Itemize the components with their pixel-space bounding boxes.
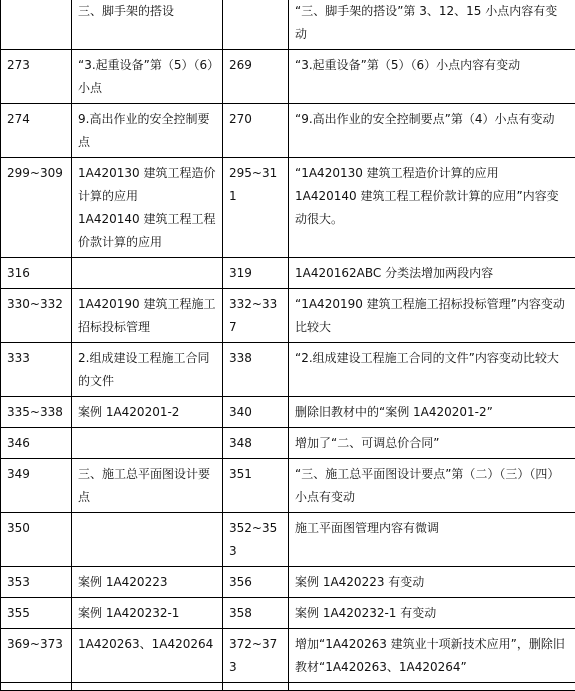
new-page-cell: [223, 513, 289, 567]
new-page-text: 295~311: [229, 166, 277, 203]
old-content-text: 9.高出作业的安全控制要点: [78, 112, 209, 149]
table-row: [1, 343, 575, 397]
old-content-text: 案例 1A420223: [78, 575, 167, 589]
change-description-cell: [289, 459, 575, 513]
new-page-cell: [223, 629, 289, 683]
new-page-text: 270: [229, 112, 252, 126]
table-row: [1, 428, 575, 459]
old-page-text: 335~338: [7, 405, 63, 419]
old-page-text: 330~332: [7, 297, 63, 311]
new-page-cell: [223, 104, 289, 158]
change-description-text: 案例 1A420232-1 有变动: [295, 606, 436, 620]
old-content-cell: [72, 683, 223, 691]
old-page-cell: [1, 683, 72, 691]
old-content-text: 案例 1A420201-2: [78, 405, 179, 419]
change-description-cell: [289, 343, 575, 397]
old-page-text: 316: [7, 266, 30, 280]
old-content-cell: [72, 513, 223, 567]
old-content-text: “3.起重设备”第（5）（6）小点: [78, 58, 213, 95]
table-row: [1, 0, 575, 50]
new-page-text: 372~373: [229, 637, 277, 674]
change-description-text: 增加“1A420263 建筑业十项新技术应用”，删除旧教材“1A420263、1A420264”: [295, 637, 565, 674]
change-description-text: 删除旧教材中的“案例 1A420201-2”: [295, 405, 493, 419]
table-row: [1, 629, 575, 683]
new-page-text: 340: [229, 405, 252, 419]
new-page-cell: [223, 158, 289, 258]
table-row: [1, 459, 575, 513]
change-description-cell: [289, 567, 575, 598]
table-row: [1, 258, 575, 289]
old-page-cell: [1, 50, 72, 104]
new-page-cell: [223, 567, 289, 598]
new-page-cell: [223, 459, 289, 513]
old-page-text: 273: [7, 58, 30, 72]
new-page-cell: [223, 258, 289, 289]
change-description-cell: [289, 104, 575, 158]
change-description-text: 施工平面图管理内容有微调: [295, 521, 439, 535]
old-content-text: 1A420130 建筑工程造价计算的应用 1A420140 建筑工程工程价款计算的应用: [78, 166, 215, 249]
old-content-text: 1A420190 建筑工程施工招标投标管理: [78, 297, 215, 334]
change-description-cell: [289, 258, 575, 289]
table-row: [1, 598, 575, 629]
old-page-text: 333: [7, 351, 30, 365]
old-content-cell: [72, 289, 223, 343]
old-content-text: 2.组成建设工程施工合同的文件: [78, 351, 209, 388]
old-content-cell: [72, 567, 223, 598]
old-page-text: 369~373: [7, 637, 63, 651]
old-page-text: 353: [7, 575, 30, 589]
new-page-text: 332~337: [229, 297, 277, 334]
old-page-text: 350: [7, 521, 30, 535]
new-page-text: 358: [229, 606, 252, 620]
new-page-cell: [223, 0, 289, 50]
change-description-cell: [289, 158, 575, 258]
old-page-cell: [1, 258, 72, 289]
change-description-cell: [289, 397, 575, 428]
old-page-cell: [1, 567, 72, 598]
table-row: [1, 567, 575, 598]
old-content-cell: [72, 0, 223, 50]
old-page-cell: [1, 629, 72, 683]
old-content-cell: [72, 629, 223, 683]
old-content-cell: [72, 428, 223, 459]
new-page-cell: [223, 50, 289, 104]
change-description-cell: [289, 428, 575, 459]
new-page-text: 338: [229, 351, 252, 365]
old-content-text: 案例 1A420232-1: [78, 606, 179, 620]
change-description-text: “1A420130 建筑工程造价计算的应用 1A420140 建筑工程工程价款计算的应用”内容变动很大。: [295, 166, 559, 226]
old-content-cell: [72, 343, 223, 397]
old-content-cell: [72, 258, 223, 289]
old-page-cell: [1, 598, 72, 629]
new-page-text: 351: [229, 467, 252, 481]
change-description-text: “1A420190 建筑工程施工招标投标管理”内容变动比较大: [295, 297, 565, 334]
table-row: [1, 289, 575, 343]
change-description-text: 案例 1A420223 有变动: [295, 575, 424, 589]
old-content-cell: [72, 459, 223, 513]
change-description-cell: [289, 513, 575, 567]
old-page-cell: [1, 428, 72, 459]
table-body: [1, 0, 575, 691]
table-row: [1, 158, 575, 258]
old-content-text: 1A420263、1A420264: [78, 637, 213, 651]
new-page-cell: [223, 683, 289, 691]
old-content-cell: [72, 598, 223, 629]
new-page-cell: [223, 598, 289, 629]
change-description-text: “三、脚手架的搭设”第 3、12、15 小点内容有变动: [295, 4, 557, 41]
table-row: [1, 683, 575, 691]
change-description-text: 增加了“二、可调总价合同”: [295, 436, 439, 450]
new-page-text: 269: [229, 58, 252, 72]
old-content-cell: [72, 397, 223, 428]
table-row: [1, 397, 575, 428]
old-page-cell: [1, 0, 72, 50]
old-content-cell: [72, 158, 223, 258]
old-content-text: 三、施工总平面图设计要点: [78, 467, 210, 504]
table-row: [1, 104, 575, 158]
new-page-text: 352~353: [229, 521, 277, 558]
table-row: [1, 50, 575, 104]
change-description-cell: [289, 629, 575, 683]
old-page-cell: [1, 289, 72, 343]
old-page-cell: [1, 513, 72, 567]
change-description-cell: [289, 50, 575, 104]
new-page-cell: [223, 397, 289, 428]
old-page-text: 355: [7, 606, 30, 620]
change-description-cell: [289, 598, 575, 629]
new-page-cell: [223, 343, 289, 397]
old-page-text: 349: [7, 467, 30, 481]
old-content-text: 三、脚手架的搭设: [78, 4, 174, 18]
old-page-cell: [1, 158, 72, 258]
change-description-cell: [289, 0, 575, 50]
change-description-text: “9.高出作业的安全控制要点”第（4）小点有变动: [295, 112, 555, 126]
new-page-text: 356: [229, 575, 252, 589]
table-row: [1, 513, 575, 567]
old-page-cell: [1, 343, 72, 397]
old-content-cell: [72, 104, 223, 158]
change-description-text: “3.起重设备”第（5）（6）小点内容有变动: [295, 58, 520, 72]
old-content-cell: [72, 50, 223, 104]
old-page-cell: [1, 459, 72, 513]
old-page-cell: [1, 104, 72, 158]
change-description-cell: [289, 683, 575, 691]
new-page-text: 348: [229, 436, 252, 450]
old-page-text: 299~309: [7, 166, 63, 180]
new-page-text: 319: [229, 266, 252, 280]
change-description-text: “三、施工总平面图设计要点”第（二）（三）（四）小点有变动: [295, 467, 559, 504]
new-page-cell: [223, 428, 289, 459]
old-page-text: 274: [7, 112, 30, 126]
change-description-text: 1A420162ABC 分类法增加两段内容: [295, 266, 493, 280]
old-page-cell: [1, 397, 72, 428]
change-description-cell: [289, 289, 575, 343]
old-page-text: 346: [7, 436, 30, 450]
new-page-cell: [223, 289, 289, 343]
change-description-text: “2.组成建设工程施工合同的文件”内容变动比较大: [295, 351, 559, 365]
